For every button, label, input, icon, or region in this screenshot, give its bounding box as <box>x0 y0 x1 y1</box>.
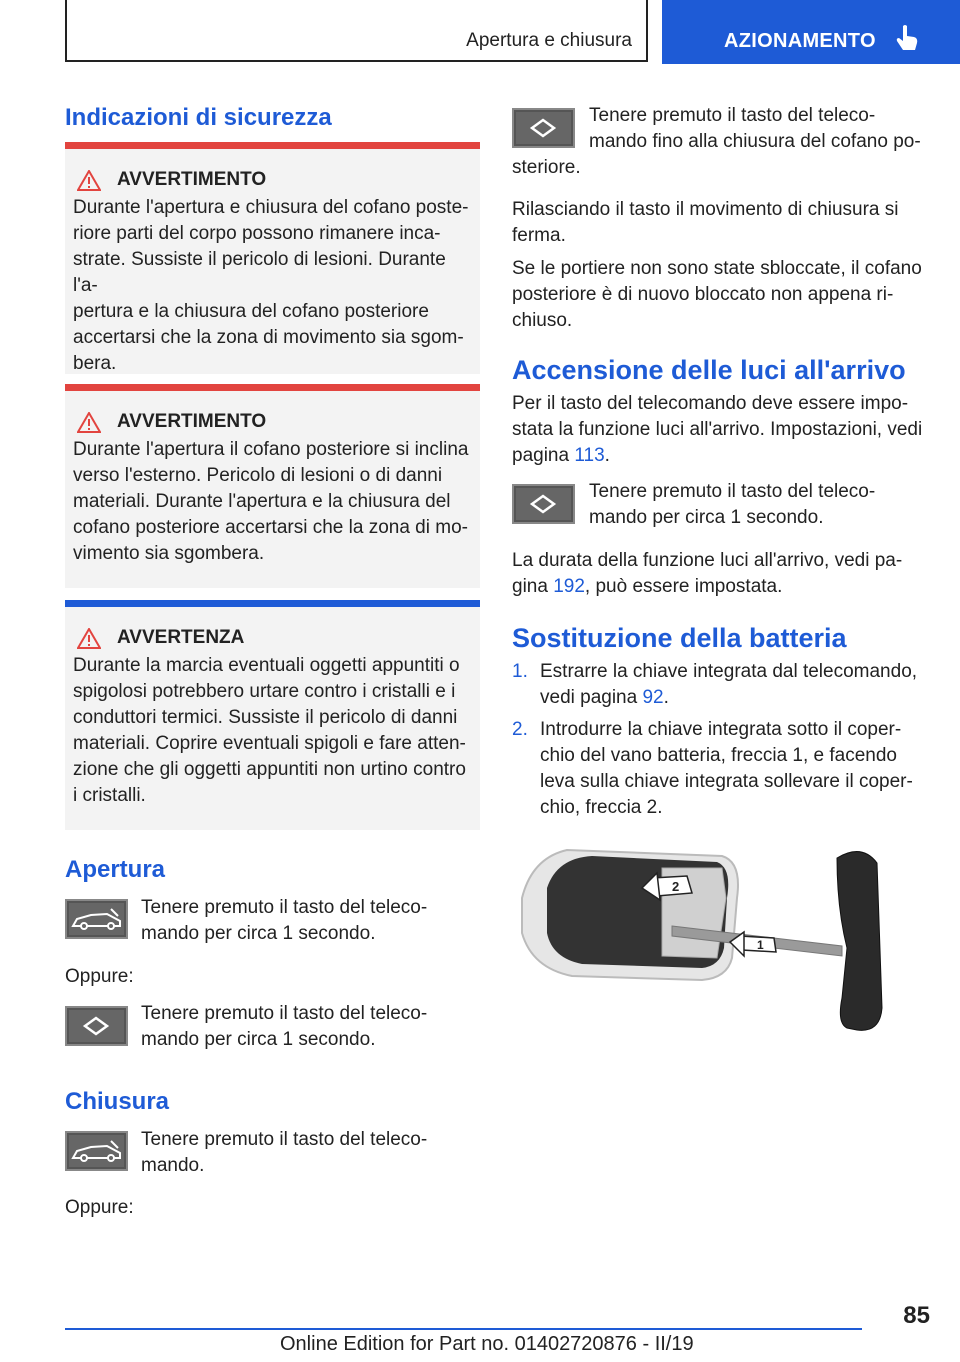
welcome-text: Per il tasto del telecomando deve essere impo- stata la funzione luci all'arrivo. Impostazioni, vedi pagina 113. <box>512 393 923 466</box>
step-number: 2. <box>512 719 528 740</box>
warning-text: Durante la marcia eventuali oggetti appuntiti o spigolosi potrebbero urtare contro i cristalli e i conduttori termici. Sussiste il pericolo di danni materiali. Coprire eventuali spigoli e fare atten- zione che gli oggetti appuntiti non urtino contro i cristalli. <box>73 655 466 806</box>
page-link[interactable]: 92 <box>642 687 664 708</box>
pointing-hand-icon <box>894 24 920 52</box>
caution-box <box>65 600 480 830</box>
or-text: Oppure: <box>65 1197 134 1218</box>
page-number: 85 <box>903 1302 930 1329</box>
hold-button-icon <box>512 108 575 148</box>
warning-title: AVVERTIMENTO <box>117 169 267 190</box>
welcome-light-title: Accensione delle luci all'arrivo <box>512 355 906 385</box>
safety-title: Indicazioni di sicurezza <box>65 104 332 131</box>
step-number: 1. <box>512 661 528 682</box>
warning-title: AVVERTENZA <box>117 627 245 648</box>
tailgate-button-icon <box>65 899 128 939</box>
hold-text-cont: steriore. <box>512 157 581 178</box>
warning-triangle-icon <box>77 170 101 191</box>
release-text: Rilasciando il tasto il movimento di chiusura si ferma. <box>512 199 899 246</box>
hold-text: Tenere premuto il tasto del teleco- mando fino alla chiusura del cofano po- <box>589 105 921 152</box>
warning-triangle-icon <box>77 412 101 433</box>
opening-text-2: Tenere premuto il tasto del teleco- mando per circa 1 secondo. <box>141 1003 428 1050</box>
header-section-title: Apertura e chiusura <box>466 30 632 51</box>
key-battery-illustration <box>512 838 892 1038</box>
step-2: 2. Introdurre la chiave integrata sotto il coper- chio del vano batteria, freccia 1, e facendo leva sulla chiave integrata sollevare il coper- chio, freccia 2. <box>512 719 913 818</box>
closing-title: Chiusura <box>65 1088 170 1115</box>
arrow-label-2: 2 <box>672 879 680 894</box>
warning-text: Durante l'apertura il cofano posteriore si inclina verso l'esterno. Pericolo di lesioni o di danni materiali. Durante l'apertura e la chiusura del cofano posteriore accertarsi che la zona di mo- vimento sia sgombera. <box>73 439 469 564</box>
arrow-label-1: 1 <box>757 938 764 952</box>
warning-text: Durante l'apertura e chiusura del cofano poste- riore parti del corpo possono rimanere inca- strate. Sussiste il pericolo di lesioni. Durante l'a- pertura e la chiusura del cofano posteriore accertarsi che la zona di movimento sia sgom- bera. <box>73 197 469 374</box>
page-link[interactable]: 113 <box>574 445 605 466</box>
footer-rule <box>65 1328 862 1330</box>
warning-title: AVVERTIMENTO <box>117 411 267 432</box>
doors-text: Se le portiere non sono state sbloccate, il cofano posteriore è di nuovo bloccato non appena ri- chiuso. <box>512 258 922 331</box>
battery-title: Sostituzione della batteria <box>512 623 847 653</box>
welcome-hold-text: Tenere premuto il tasto del teleco- mando per circa 1 secondo. <box>589 481 876 528</box>
footer-edition: Online Edition for Part no. 01402720876 - II/19 <box>280 1333 694 1355</box>
hold-button-icon <box>65 1006 128 1046</box>
step-1: 1. Estrarre la chiave integrata dal telecomando, vedi pagina 92. <box>512 661 918 708</box>
duration-text: La durata della funzione luci all'arrivo, vedi pa- gina 192, può essere impostata. <box>512 550 903 597</box>
warning-box-1 <box>65 142 480 374</box>
header-section-box <box>65 0 648 62</box>
opening-text-1: Tenere premuto il tasto del teleco- mando per circa 1 secondo. <box>141 897 428 944</box>
page-link[interactable]: 192 <box>553 576 585 597</box>
hold-button-icon <box>512 484 575 524</box>
warning-box-2 <box>65 384 480 588</box>
header-chapter-tab <box>662 0 960 64</box>
opening-title: Apertura <box>65 856 166 883</box>
header-chapter-title: AZIONAMENTO <box>724 30 876 52</box>
closing-text: Tenere premuto il tasto del teleco- mando. <box>141 1129 428 1176</box>
tailgate-button-icon <box>65 1131 128 1171</box>
or-text: Oppure: <box>65 966 134 987</box>
warning-triangle-icon <box>77 628 101 649</box>
